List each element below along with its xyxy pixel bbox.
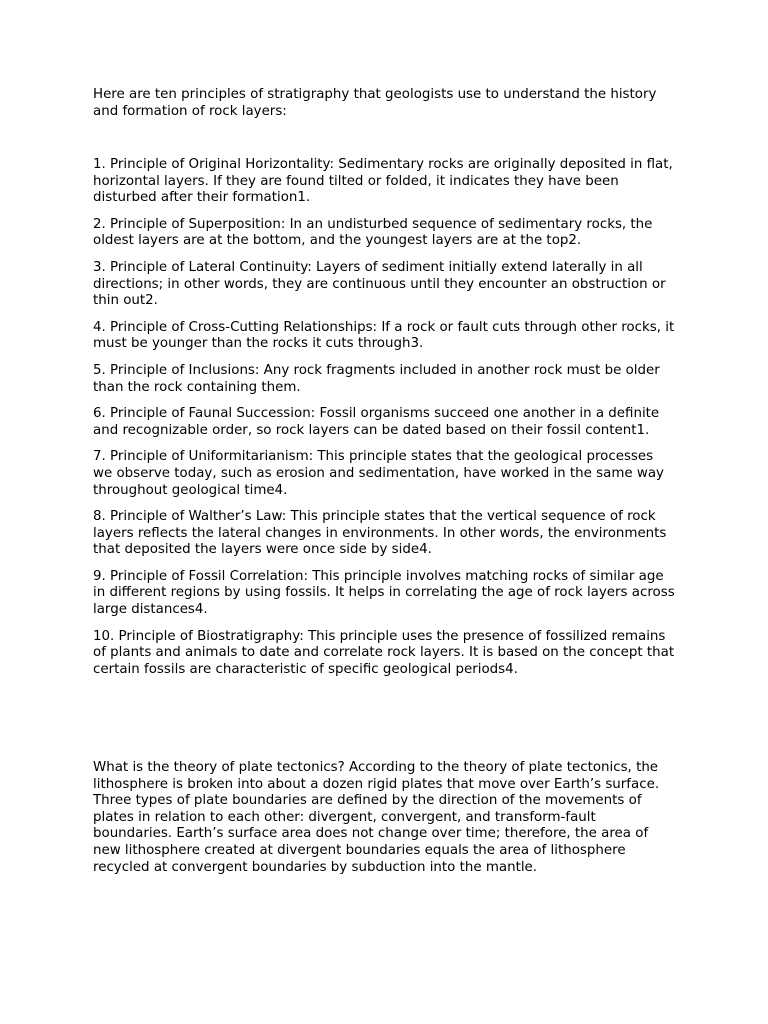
- intro-paragraph: Here are ten principles of stratigraphy that geologists use to understand the history and formation of rock layers:: [93, 87, 657, 119]
- principle-item: 7. Principle of Uniformitarianism: This principle states that the geological processes we observe today, such as erosion and sedimentation, have worked in the same way throughout geological time4.: [93, 449, 664, 498]
- principle-item: 6. Principle of Faunal Succession: Fossil organisms succeed one another in a definite and recognizable order, so rock layers can be dated based on their fossil content1.: [93, 406, 660, 438]
- principle-item: 1. Principle of Original Horizontality: Sedimentary rocks are originally deposited in flat, horizontal layers. If they are found tilted or folded, it indicates they have been disturbed after their formation1.: [93, 157, 673, 206]
- principles-list: [93, 157, 675, 688]
- principle-item: 4. Principle of Cross-Cutting Relationships: If a rock or fault cuts through other rocks, it must be younger than the rocks it cuts through3.: [93, 319, 675, 352]
- principle-item: 2. Principle of Superposition: In an undisturbed sequence of sedimentary rocks, the oldest layers are at the bottom, and the youngest layers are at the top2.: [93, 216, 653, 249]
- plate-tectonics-section: [93, 760, 675, 876]
- intro-section: [93, 87, 675, 120]
- principle-item: 5. Principle of Inclusions: Any rock fragments included in another rock must be older than the rock containing them.: [93, 362, 660, 395]
- principle-item: 10. Principle of Biostratigraphy: This principle uses the presence of fossilized remains of plants and animals to date and correlate rock layers. It is based on the concept that certain fossils are characteristic of specific geological periods4.: [93, 628, 675, 677]
- principle-item: 8. Principle of Walther’s Law: This principle states that the vertical sequence of rock layers reflects the lateral changes in environments. In other words, the environments that deposited the layers were once side by side4.: [93, 509, 667, 558]
- principle-item: 9. Principle of Fossil Correlation: This principle involves matching rocks of similar age in different regions by using fossils. It helps in correlating the age of rock layers across large distances4.: [93, 568, 675, 618]
- plate-tectonics-paragraph: What is the theory of plate tectonics? According to the theory of plate tectonics, the lithosphere is broken into about a dozen rigid plates that move over Earth’s surface. Three types of plate boundaries are defined by the direction of the movements of plates in relation to each other: divergent, convergent, and transform-fault boundaries. Earth’s surface area does not change over time; therefore, the area of new lithosphere created at divergent boundaries equals the area of lithosphere recycled at convergent boundaries by subduction into the mantle.: [93, 760, 660, 875]
- principle-item: 3. Principle of Lateral Continuity: Layers of sediment initially extend laterally in all directions; in other words, they are continuous until they encounter an obstruction or thin out2.: [93, 259, 666, 309]
